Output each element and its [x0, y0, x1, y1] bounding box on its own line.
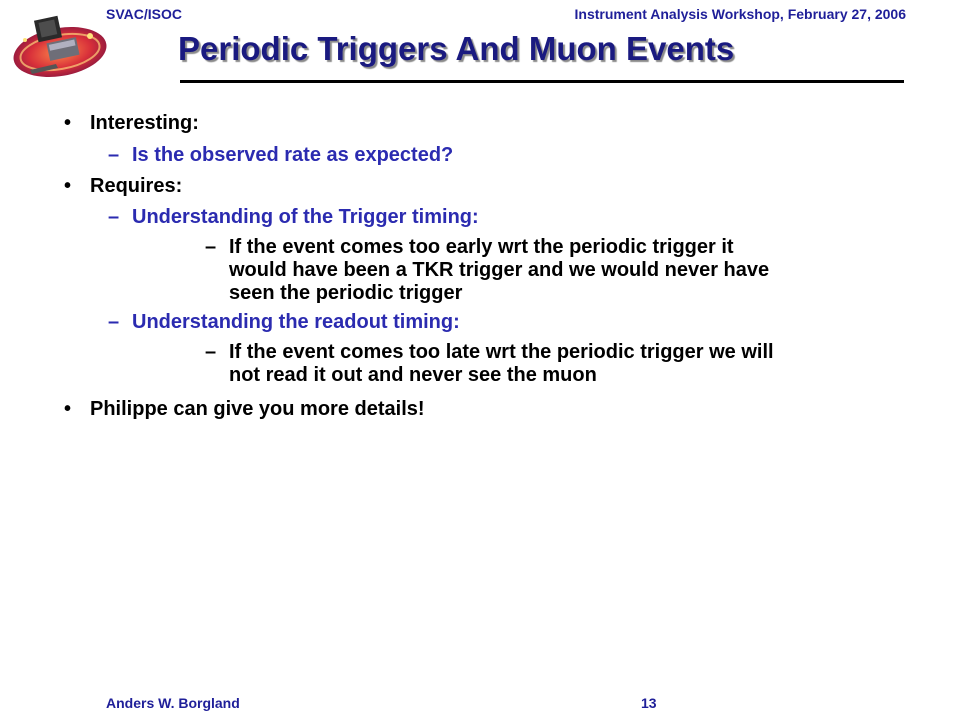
sub-readout-timing — [108, 311, 460, 334]
dash-marker: – — [108, 206, 120, 228]
bullet-text: Philippe can give you more details! — [90, 398, 425, 420]
bullet-marker: • — [64, 398, 72, 420]
line: not read it out and never see the muon — [229, 364, 597, 386]
bullet-marker: • — [64, 112, 72, 134]
dash-marker: – — [205, 236, 217, 258]
bullet-text: Requires: — [90, 175, 183, 197]
line: If the event comes too late wrt the periodic trigger we will — [229, 341, 774, 363]
page-number: 13 — [641, 695, 657, 711]
line: seen the periodic trigger — [229, 282, 463, 304]
bullet-text: Interesting: — [90, 112, 199, 134]
sub-trigger-timing — [108, 206, 479, 229]
bullet-interesting — [64, 112, 199, 135]
header-org: SVAC/ISOC — [106, 6, 182, 22]
sub-text: Understanding the readout timing: — [132, 311, 460, 333]
bullet-philippe — [64, 398, 425, 421]
header-event: Instrument Analysis Workshop, February 27, 2006 — [574, 6, 906, 22]
sub-observed-rate — [108, 144, 453, 167]
sub-text: Understanding of the Trigger timing: — [132, 206, 479, 228]
line: would have been a TKR trigger and we would never have — [229, 259, 770, 281]
title-rule — [180, 80, 904, 83]
dash-marker: – — [108, 144, 120, 166]
bullet-marker: • — [64, 175, 72, 197]
page-title: Periodic Triggers And Muon Events — [178, 30, 735, 67]
sub-text: Is the observed rate as expected? — [132, 144, 454, 166]
footer-author: Anders W. Borgland — [106, 695, 240, 711]
dash-marker: – — [108, 311, 120, 333]
dash-marker: – — [205, 341, 217, 363]
subsub-too-late — [205, 341, 905, 387]
subsub-too-early — [205, 236, 905, 305]
bullet-requires — [64, 175, 182, 198]
line: If the event comes too early wrt the periodic trigger it — [229, 236, 734, 258]
glast-logo-icon — [10, 10, 118, 84]
